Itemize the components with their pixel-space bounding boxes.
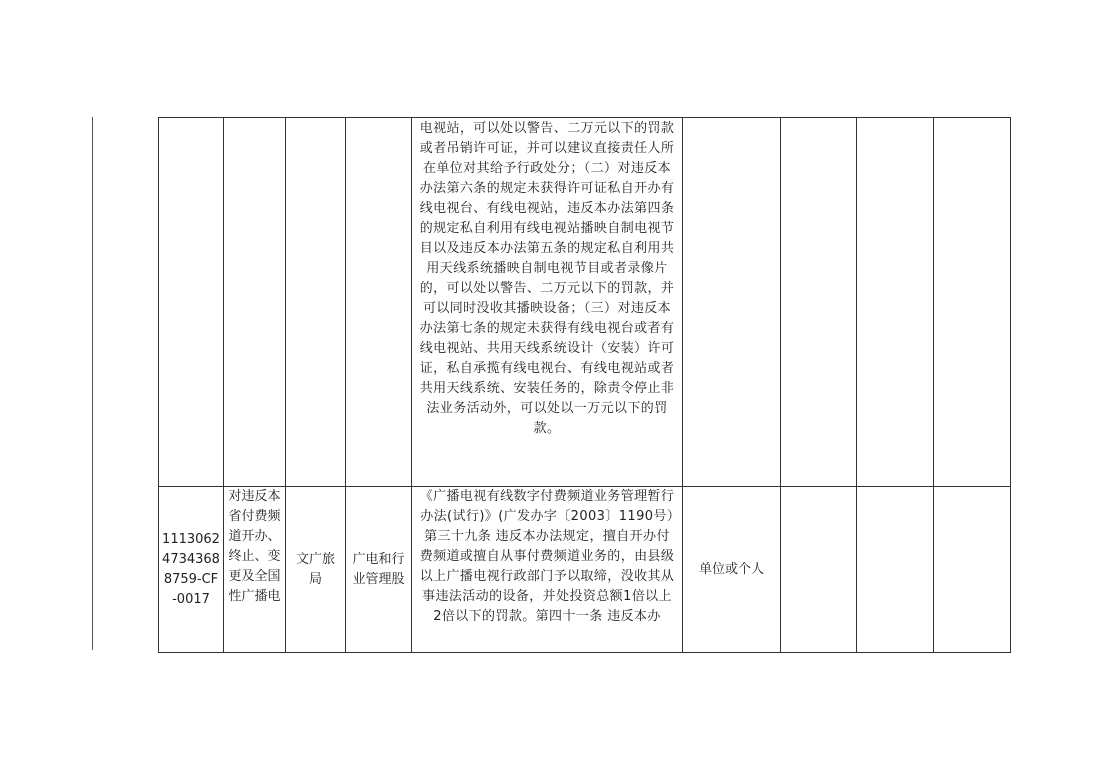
table-row [159,487,1011,653]
empty-cell [857,487,934,653]
unit-cell [346,118,412,487]
item-code-cell: 111306247343688759-CF-0017 [159,487,224,653]
target-cell [683,118,781,487]
item-code-cell [159,118,224,487]
item-name-cell [224,118,286,487]
legal-basis-cell: 电视站，可以处以警告、二万元以下的罚款或者吊销许可证，并可以建议直接责任人所在单位对其给予行政处分；（二）对违反本办法第六条的规定未获得许可证私自开办有线电视台、有线电视站，违反本办法第四条的规定私自利用有线电视站播映自制电视节目以及违反本办法第五条的规定私自利用共用天线系统播映自制电视节目或者录像片的，可以处以警告、二万元以下的罚款，并可以同时没收其播映设备；（三）对违反本办法第七条的规定未获得有线电视台或者有线电视站、共用天线系统设计（安装）许可证，私自承揽有线电视台、有线电视站或者共用天线系统、安装任务的，除责令停止非法业务活动外，可以处以一万元以下的罚款。 [412,118,683,487]
department-cell: 文广旅局 [286,487,346,653]
legal-basis-cell: 《广播电视有线数字付费频道业务管理暂行办法(试行)》(广发办字〔2003〕1190号）第三十九条 违反本办法规定，擅自开办付费频道或擅自从事付费频道业务的，由县级以上广播电视行政部门予以取缔，没收其从事违法活动的设备，并处投资总额1倍以上2倍以下的罚款。第四十一条 违反本办 [412,487,683,653]
penalty-table [158,117,1011,653]
item-name-cell: 对违反本省付费频道开办、终止、变更及全国性广播电 [224,487,286,653]
department-cell [286,118,346,487]
unit-cell: 广电和行业管理股 [346,487,412,653]
empty-cell [934,118,1011,487]
target-cell: 单位或个人 [683,487,781,653]
empty-cell [781,118,857,487]
empty-cell [934,487,1011,653]
empty-cell [781,487,857,653]
empty-cell [857,118,934,487]
table-row [159,118,1011,487]
page-margin-line [92,117,93,650]
